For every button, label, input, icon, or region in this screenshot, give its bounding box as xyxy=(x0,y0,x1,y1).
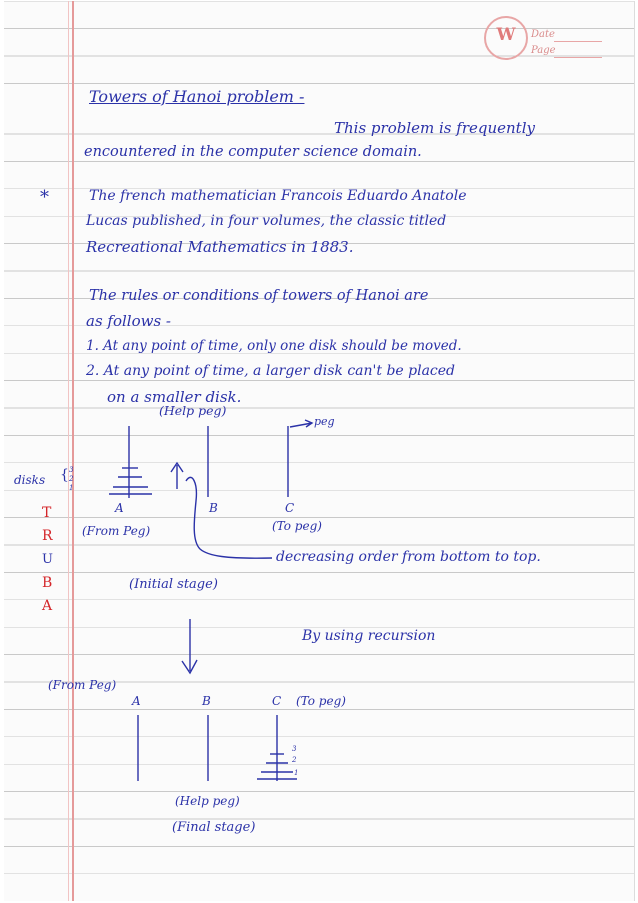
initial-to-peg: (To peg) xyxy=(272,519,322,533)
initial-disk-number-2: 2 xyxy=(69,475,74,483)
history-line-1: The french mathematician Francois Eduardo Anatole xyxy=(89,188,467,204)
rules-line-2: as follows - xyxy=(86,312,171,330)
bullet-star: * xyxy=(40,187,49,208)
final-to-peg: (To peg) xyxy=(296,694,346,708)
initial-peg-b-label: B xyxy=(209,501,218,515)
initial-peg-c-label: C xyxy=(285,501,295,515)
logo-glyph: W xyxy=(496,25,516,45)
tower-diagrams xyxy=(4,1,634,901)
final-disk-number-1: 1 xyxy=(294,769,299,777)
rule-2-line-2: on a smaller disk. xyxy=(107,388,242,406)
disks-brace: { xyxy=(60,467,69,483)
order-note: decreasing order from bottom to top. xyxy=(276,549,541,565)
acronym-letter-t: T xyxy=(42,505,52,521)
final-peg-b-label: B xyxy=(202,694,211,708)
intro-line-1: This problem is frequently xyxy=(334,119,535,137)
final-help-peg: (Help peg) xyxy=(175,794,240,808)
initial-disk-number-1: 1 xyxy=(69,484,74,492)
order-arrow xyxy=(171,463,272,558)
page-label: Page xyxy=(531,45,556,56)
final-peg-a-label: A xyxy=(132,694,141,708)
notebook-page xyxy=(4,1,635,901)
final-disk-number-3: 3 xyxy=(292,745,297,753)
rules-line-1: The rules or conditions of towers of Hanoi are xyxy=(89,288,429,304)
initial-stage-caption: (Initial stage) xyxy=(129,577,218,592)
rule-2-line-1: 2. At any point of time, a larger disk can't be placed xyxy=(86,363,456,379)
recursion-note: By using recursion xyxy=(302,628,436,644)
final-disk-number-2: 2 xyxy=(292,756,297,764)
history-line-3: Recreational Mathematics in 1883. xyxy=(86,238,354,256)
initial-help-peg-label: (Help peg) xyxy=(159,403,227,418)
notes-title: Towers of Hanoi problem - xyxy=(89,87,305,106)
acronym-letter-b: B xyxy=(42,575,53,591)
initial-from-peg: (From Peg) xyxy=(82,524,151,538)
disks-label: disks xyxy=(14,473,46,487)
acronym-letter-u: U xyxy=(42,552,53,567)
initial-disk-number-3: 3 xyxy=(69,466,74,474)
acronym-letter-r: R xyxy=(42,528,53,544)
date-label: Date xyxy=(531,29,555,40)
intro-line-2: encountered in the computer science domain. xyxy=(84,144,422,160)
final-stage-caption: (Final stage) xyxy=(172,820,256,835)
final-from-peg: (From Peg) xyxy=(48,678,117,692)
initial-peg-a-label: A xyxy=(115,501,124,515)
acronym-letter-a: A xyxy=(42,598,53,614)
rule-1: 1. At any point of time, only one disk should be moved. xyxy=(86,338,462,354)
peg-pointer-label: peg xyxy=(314,415,335,428)
final-peg-c-label: C xyxy=(272,694,282,708)
history-line-2: Lucas published, in four volumes, the classic titled xyxy=(86,213,447,229)
